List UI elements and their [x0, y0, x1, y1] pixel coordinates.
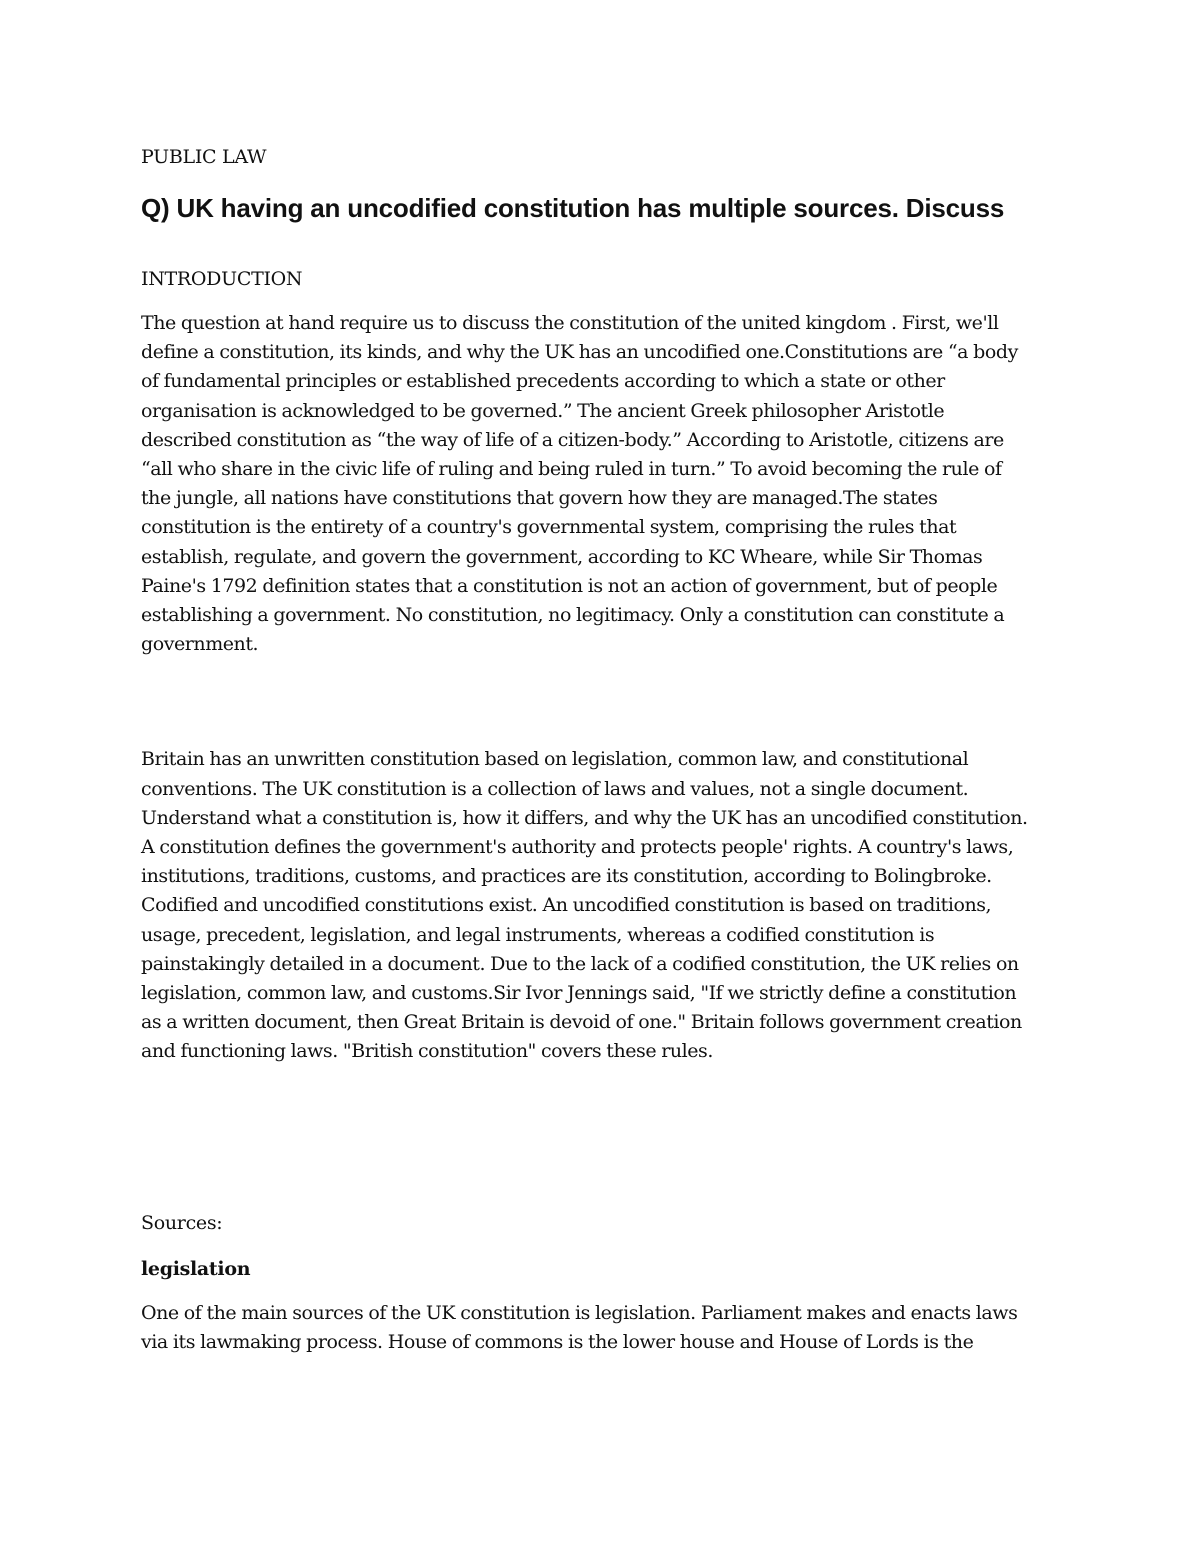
paragraph-line: government.	[141, 633, 259, 656]
legislation-paragraph	[141, 1299, 1061, 1357]
paragraph-line: One of the main sources of the UK constitution is legislation. Parliament makes and enacts laws	[141, 1301, 1018, 1324]
paragraph-line: establish, regulate, and govern the government, according to KC Wheare, while Sir Thomas	[141, 545, 983, 568]
introduction-paragraph	[141, 309, 1061, 659]
paragraph-line: A constitution defines the government's authority and protects people' rights. A country's laws,	[141, 836, 1014, 859]
paragraph-line: The question at hand require us to discuss the constitution of the united kingdom . First, we'll	[141, 312, 999, 334]
paragraph-line: via its lawmaking process. House of commons is the lower house and House of Lords is the	[141, 1330, 974, 1353]
paragraph-line: Codified and uncodified constitutions exist. An uncodified constitution is based on traditions,	[141, 894, 992, 917]
document-content	[141, 143, 1061, 1357]
britain-paragraph	[141, 745, 1061, 1066]
paragraph-line: “all who share in the civic life of ruling and being ruled in turn.” To avoid becoming the rule of	[141, 458, 1002, 481]
paragraph-line: conventions. The UK constitution is a collection of laws and values, not a single document.	[141, 777, 969, 800]
paragraph-line: and functioning laws. "British constitution" covers these rules.	[141, 1040, 713, 1063]
sources-label: Sources:	[141, 1211, 223, 1234]
paragraph-line: establishing a government. No constitution, no legitimacy. Only a constitution can constitute a	[141, 604, 1005, 627]
paragraph-line: painstakingly detailed in a document. Due to the lack of a codified constitution, the UK relies on	[141, 952, 1019, 975]
paragraph-line: organisation is acknowledged to be governed.” The ancient Greek philosopher Aristotle	[141, 399, 945, 422]
paragraph-line: the jungle, all nations have constitutions that govern how they are managed.The states	[141, 487, 938, 510]
question-heading: Q) UK having an uncodified constitution has multiple sources. Discuss	[141, 193, 1005, 223]
paragraph-line: constitution is the entirety of a country's governmental system, comprising the rules that	[141, 516, 957, 539]
paragraph-line: Britain has an unwritten constitution based on legislation, common law, and constitutional	[141, 748, 969, 771]
paragraph-line: described constitution as “the way of life of a citizen-body.” According to Aristotle, citizens are	[141, 428, 1004, 451]
paragraph-line: Understand what a constitution is, how it differs, and why the UK has an uncodified constitution.	[141, 806, 1028, 829]
introduction-heading: INTRODUCTION	[141, 268, 303, 290]
paragraph-line: legislation, common law, and customs.Sir Ivor Jennings said, "If we strictly define a constitution	[141, 982, 1017, 1005]
paragraph-line: define a constitution, its kinds, and why the UK has an uncodified one.Constitutions are “a body	[141, 341, 1018, 364]
subject-label: PUBLIC LAW	[141, 146, 267, 168]
paragraph-line: institutions, traditions, customs, and practices are its constitution, according to Bolingbroke.	[141, 865, 992, 888]
paragraph-line: usage, precedent, legislation, and legal instruments, whereas a codified constitution is	[141, 923, 935, 946]
paragraph-line: as a written document, then Great Britain is devoid of one." Britain follows government creation	[141, 1011, 1022, 1034]
paragraph-line: of fundamental principles or established precedents according to which a state or other	[141, 370, 945, 393]
paragraph-line: Paine's 1792 definition states that a constitution is not an action of government, but of people	[141, 574, 998, 597]
legislation-heading: legislation	[141, 1257, 251, 1280]
